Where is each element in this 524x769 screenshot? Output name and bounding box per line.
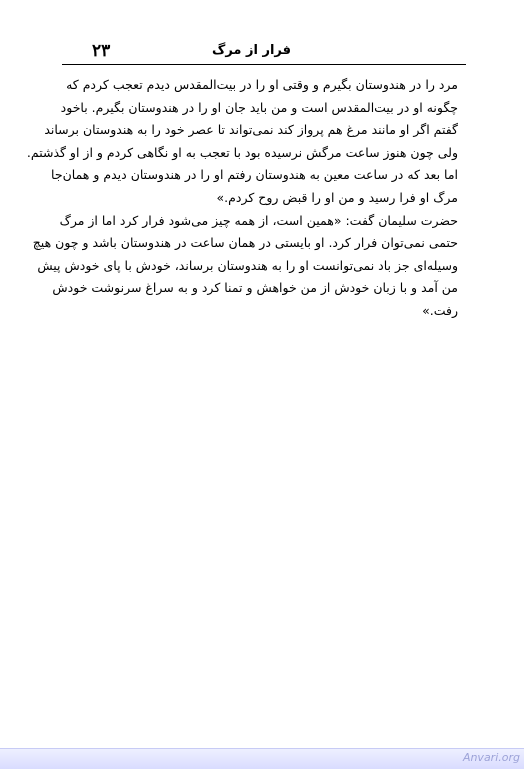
body-text [26,74,458,323]
header-divider [62,64,466,65]
text-line: رفت.» [422,302,458,318]
page-title: فرار از مرگ [212,43,291,58]
text-line: مرد را در هندوستان بگیرم و وقتی او را در بیت‌المقدس دیدم تعجب کردم که [66,77,458,92]
page-number: ۲۳ [92,41,111,61]
footer-bar [0,748,524,769]
text-line: مرگ او فرا رسید و من او را قبض روح کردم.» [216,189,458,205]
page-header [62,40,466,64]
text-line: اما بعد که در ساعت معین به هندوستان رفتم او را در هندوستان دیدم و همان‌جا [51,167,458,183]
text-line: گفتم اگر او مانند مرغ هم پرواز کند نمی‌تواند تا عصر خود را به هندوستان برساند [44,122,458,138]
text-line: من آمد و با زبان خودش از من خواهش و تمنا کرد و به سراغ سرنوشت خودش [52,280,458,296]
text-line: وسیله‌ای جز باد نمی‌توانست او را به هندوستان برساند، خودش با پای خودش پیش [37,257,458,273]
text-line: چگونه او در بیت‌المقدس است و من باید جان او را در هندوستان بگیرم. باخود [60,99,458,115]
site-watermark: Anvari.org [462,751,520,764]
text-line: حضرت سلیمان گفت: «همین است، از همه چیز می‌شود فرار کرد اما از مرگ [59,212,458,228]
text-line: حتمی نمی‌توان فرار کرد. او بایستی در همان ساعت در هندوستان باشد و چون هیچ [32,235,458,251]
text-line: ولی چون هنوز ساعت مرگش نرسیده بود با تعجب به او نگاهی کردم و از او گذشتم. [26,144,458,160]
